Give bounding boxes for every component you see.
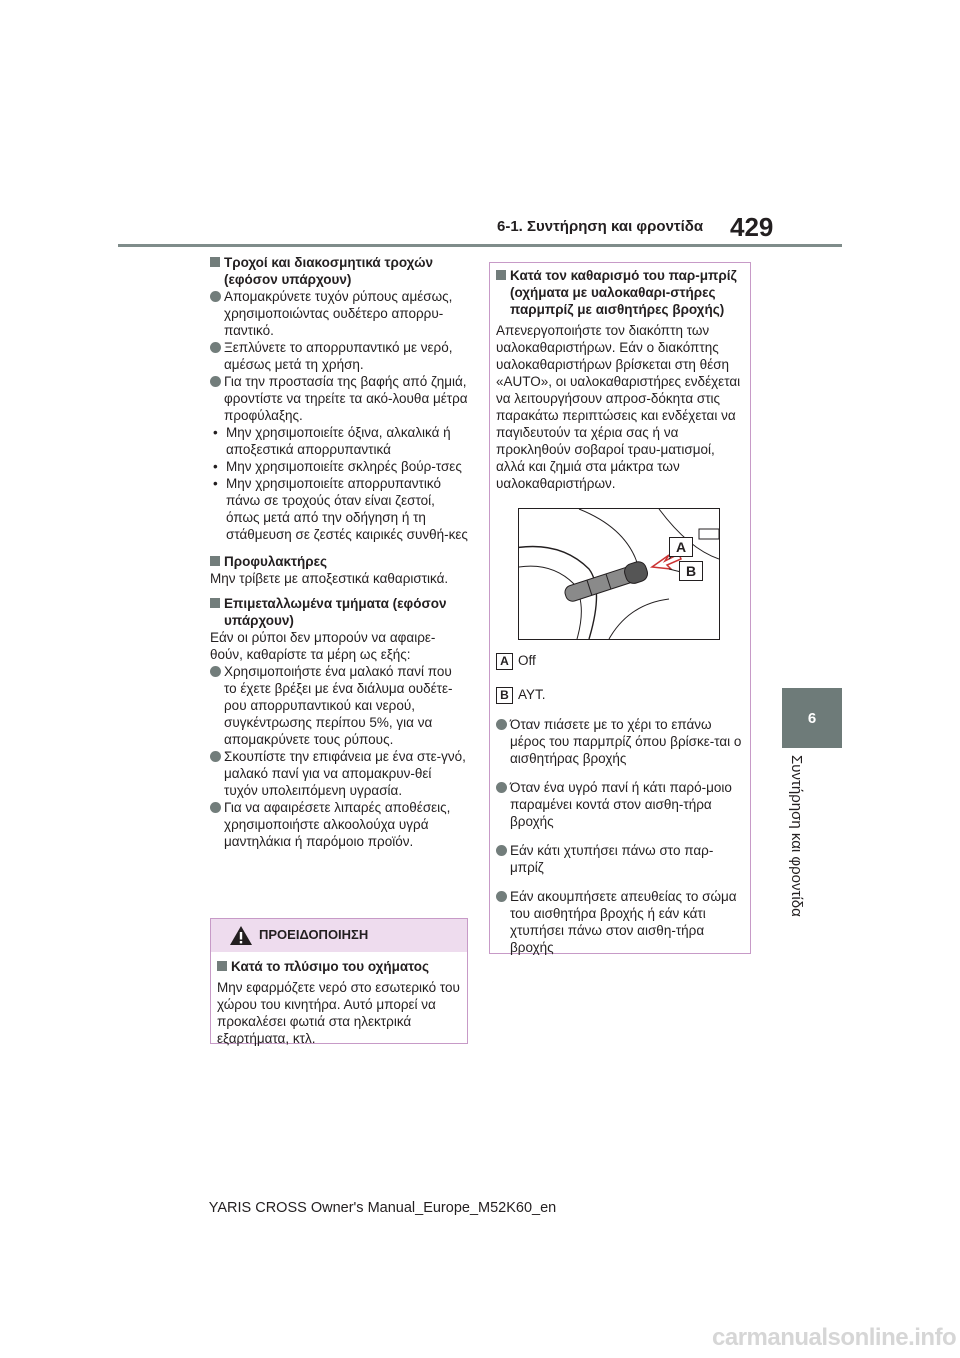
- circle-bullet-icon: [496, 891, 507, 902]
- square-bullet-icon: [217, 961, 227, 971]
- list-item: Ξεπλύνετε το απορρυπαντικό με νερό, αμέσως μετά τη χρήση.: [210, 339, 468, 373]
- warning-title: ΠΡΟΕΙΔΟΠΟΙΗΣΗ: [259, 927, 369, 942]
- heading-bumpers: Προφυλακτήρες: [210, 553, 468, 570]
- square-bullet-icon: [210, 598, 220, 608]
- chapter-number: 6: [807, 709, 817, 727]
- circle-bullet-icon: [496, 719, 507, 730]
- square-bullet-icon: [210, 556, 220, 566]
- list-item: Εάν κάτι χτυπήσει πάνω στο παρ-μπρίζ: [496, 842, 746, 876]
- circle-bullet-icon: [210, 666, 221, 677]
- callout-b-label: B: [679, 561, 703, 581]
- legend-a: A Off: [496, 652, 746, 670]
- list-item: Εάν ακουμπήσετε απευθείας το σώμα του αισθητήρα βροχής ή εάν κάτι χτυπήσει πάνω στον αισθη-τήρα βροχής: [496, 888, 746, 956]
- wiper-switch-illustration: [518, 508, 720, 640]
- chapter-title-vertical: Συντήρηση και φροντίδα: [788, 755, 805, 917]
- circle-bullet-icon: [210, 376, 221, 387]
- circle-bullet-icon: [210, 342, 221, 353]
- header-rule: [118, 244, 842, 247]
- circle-bullet-icon: [210, 802, 221, 813]
- list-item: Για να αφαιρέσετε λιπαρές αποθέσεις, χρησιμοποιήστε αλκοολούχα υγρά μαντηλάκια ή παρόμοιο προϊόν.: [210, 799, 468, 850]
- square-bullet-icon: [496, 270, 506, 280]
- warning-heading: Κατά το πλύσιμο του οχήματος: [217, 958, 461, 975]
- warning-text: Μην εφαρμόζετε νερό στο εσωτερικό του χώρου του κινητήρα. Αυτό μπορεί να προκαλέσει φωτιά στα ηλεκτρικά εξαρτήματα, κτλ.: [217, 980, 460, 1046]
- callout-a-label: A: [669, 537, 693, 557]
- list-item: Όταν ένα υγρό πανί ή κάτι παρό-μοιο παραμένει κοντά στον αισθη-τήρα βροχής: [496, 779, 746, 830]
- list-item: Για την προστασία της βαφής από ζημιά, φροντίστε να τηρείτε τα ακό-λουθα μέτρα προφύλαξης.: [210, 373, 468, 424]
- page-number: 429: [730, 212, 774, 242]
- sub-item: • Μην χρησιμοποιείτε όξινα, αλκαλικά ή αποξεστικά απορρυπαντικά: [213, 425, 451, 457]
- square-bullet-icon: [210, 257, 220, 267]
- left-column: [210, 254, 468, 850]
- warning-box: [210, 918, 468, 1044]
- warning-header: [211, 919, 467, 952]
- list-item: Χρησιμοποιήστε ένα μαλακό πανί που το έχετε βρέξει με ένα διάλυμα ουδέτε-ρου απορρυπαντικού και νερού, συγκέντρωσης περίπου 5%, για να απομακρύνετε τους ρύπους.: [210, 663, 468, 748]
- windshield-box: [489, 262, 751, 954]
- list-item: Σκουπίστε την επιφάνεια με ένα στε-γνό, μαλακό πανί για να απομακρυν-θεί τυχόν υπολειπόμενη υγρασία.: [210, 748, 468, 799]
- list-item: Απομακρύνετε τυχόν ρύπους αμέσως, χρησιμοποιώντας ουδέτερο απορρυ-παντικό.: [210, 288, 468, 339]
- paragraph: Εάν οι ρύποι δεν μπορούν να αφαιρε-θούν, καθαρίστε τα μέρη ως εξής:: [210, 630, 436, 662]
- circle-bullet-icon: [210, 291, 221, 302]
- chapter-tab[interactable]: [782, 688, 842, 748]
- circle-bullet-icon: [496, 782, 507, 793]
- heading-windshield: Κατά τον καθαρισμό του παρ-μπρίζ (οχήματα με υαλοκαθαρι-στήρες παρμπρίζ με αισθητήρες βροχής): [496, 267, 746, 318]
- sub-item: • Μην χρησιμοποιείτε απορρυπαντικό πάνω σε τροχούς όταν είναι ζεστοί, όπως μετά από την οδήγηση ή τη στάθμευση σε ζεστές καιρικές συνθή-κες: [213, 476, 468, 542]
- list-item: Όταν πιάσετε με το χέρι το επάνω μέρος του παρμπρίζ όπου βρίσκε-ται ο αισθητήρας βροχής: [496, 716, 746, 767]
- circle-bullet-icon: [210, 751, 221, 762]
- watermark[interactable]: carmanualsonline.info: [712, 1324, 957, 1351]
- warning-triangle-icon: [229, 925, 253, 946]
- legend-b: B AYT.: [496, 686, 746, 704]
- section-title: 6-1. Συντήρηση και φροντίδα: [497, 218, 704, 235]
- paragraph: Μην τρίβετε με αποξεστικά καθαριστικά.: [210, 571, 449, 586]
- heading-plated-parts: Επιμεταλλωμένα τμήματα (εφόσον υπάρχουν): [210, 595, 468, 629]
- heading-wheels: Τροχοί και διακοσμητικά τροχών (εφόσον υπάρχουν): [210, 254, 468, 288]
- footer-manual-id: YARIS CROSS Owner's Manual_Europe_M52K60_en: [208, 1200, 557, 1216]
- paragraph: Απενεργοποιήστε τον διακόπτη των υαλοκαθαριστήρων. Εάν ο διακόπτης υαλοκαθαριστήρων βρίσκεται στη θέση «AUTO», οι υαλοκαθαριστήρες ενδέχεται να λειτουργήσουν απροσ-δόκητα στις παρακάτω περιπτώσεις και ενδέχεται να παγιδευτούν τα χέρια σας ή να προκληθούν σοβαροί τραυ-ματισμοί, αλλά και ζημιά στα μάκτρα των υαλοκαθαριστήρων.: [496, 323, 741, 491]
- circle-bullet-icon: [496, 845, 507, 856]
- sub-item: • Μην χρησιμοποιείτε σκληρές βούρ-τσες: [213, 459, 462, 474]
